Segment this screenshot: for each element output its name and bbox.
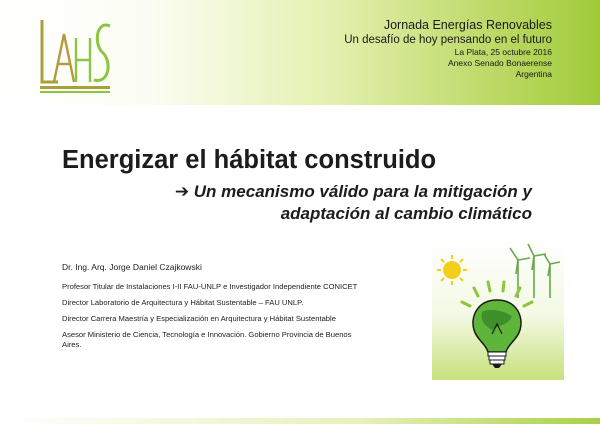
- sun-icon: [437, 255, 467, 285]
- event-title: Jornada Energías Renovables: [383, 18, 552, 32]
- lightbulb-icon: [473, 300, 521, 368]
- illustration-panel: [432, 238, 564, 380]
- subtitle-line-2: adaptación al cambio climático: [280, 204, 532, 223]
- main-title: Energizar el hábitat construido: [62, 146, 437, 174]
- event-venue: Anexo Senado Bonaerense: [448, 58, 552, 68]
- subtitle: [72, 181, 532, 225]
- role-item: Director Carrera Maestría y Especialización en Arquitectura y Hábitat Sustentable: [62, 314, 336, 323]
- role-item: Profesor Titular de Instalaciones I-II FAU-UNLP e Investigador Independiente CONICET: [62, 282, 358, 291]
- lahs-logo: [36, 14, 116, 98]
- event-info: [232, 18, 552, 80]
- role-item: Asesor Ministerio de Ciencia, Tecnología e Innovación. Gobierno Provincia de Buenos Aires.: [62, 330, 352, 349]
- event-subtitle: Un desafío de hoy pensando en el futuro: [344, 34, 552, 46]
- role-item: Director Laboratorio de Arquitectura y Hábitat Sustentable – FAU UNLP.: [62, 298, 304, 307]
- footer-bar: [0, 418, 600, 424]
- green-bulb-illustration: [432, 238, 564, 380]
- subtitle-line-1: ➔ Un mecanismo válido para la mitigación y: [174, 182, 532, 201]
- author-name: Dr. Ing. Arq. Jorge Daniel Czajkowski: [62, 262, 202, 272]
- event-date: La Plata, 25 octubre 2016: [454, 47, 552, 57]
- event-country: Argentina: [515, 69, 552, 79]
- author-roles: [62, 282, 362, 356]
